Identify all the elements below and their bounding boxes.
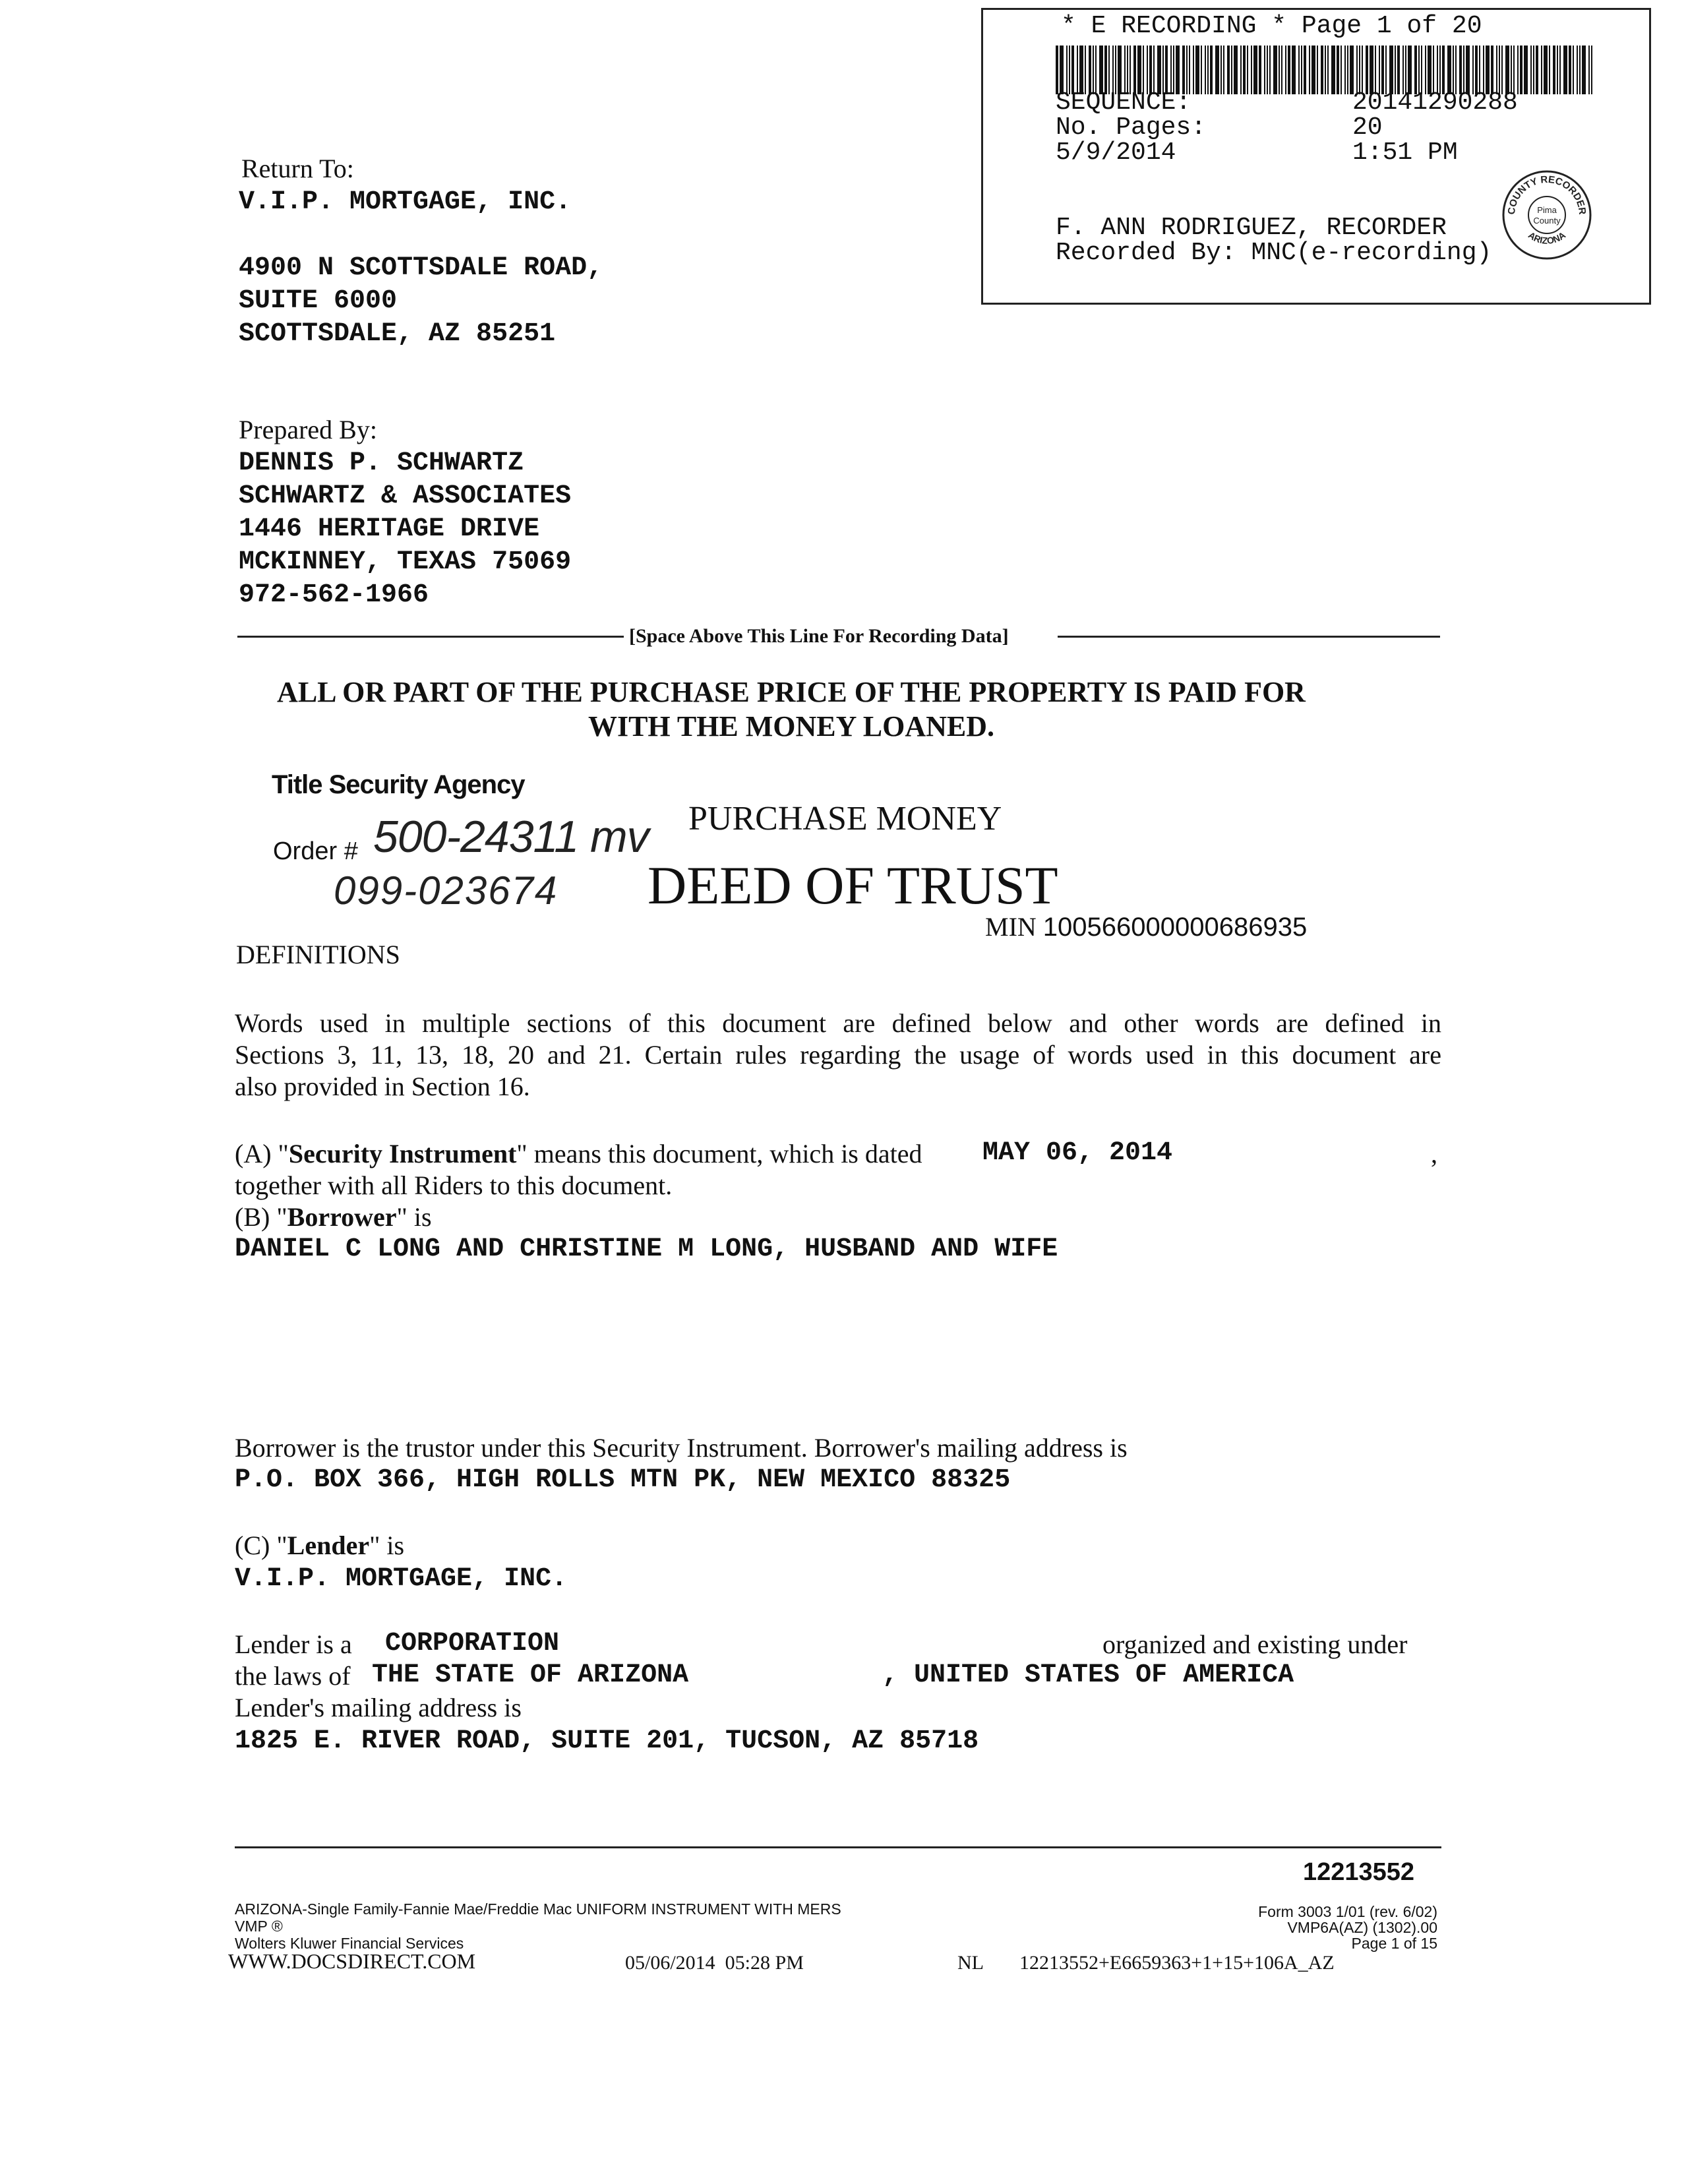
barcode-bar bbox=[1421, 46, 1422, 94]
barcode-bar bbox=[1147, 46, 1148, 94]
barcode-bar bbox=[1182, 46, 1185, 94]
barcode-bar bbox=[1104, 46, 1107, 94]
barcode-bar bbox=[1069, 46, 1070, 94]
barcode-bar bbox=[1186, 46, 1188, 94]
barcode-bar bbox=[1491, 46, 1493, 94]
barcode-bar bbox=[1582, 46, 1586, 94]
barcode-bar bbox=[1439, 46, 1441, 94]
seal-state-text: ARIZONA bbox=[1526, 229, 1568, 246]
website: WWW.DOCSDIRECT.COM bbox=[228, 1949, 476, 1973]
barcode-bar bbox=[1108, 46, 1110, 94]
prepared-by-line-3: 1446 HERITAGE DRIVE bbox=[239, 514, 540, 544]
barcode-bar bbox=[1573, 46, 1574, 94]
barcode-bar bbox=[1536, 46, 1538, 94]
barcode-bar bbox=[1221, 46, 1222, 94]
barcode-bar bbox=[1505, 46, 1509, 94]
barcode-bar bbox=[1251, 46, 1252, 94]
barcode-bar bbox=[1227, 46, 1230, 94]
barcode-bar bbox=[1553, 46, 1555, 94]
barcode-bar bbox=[1273, 46, 1277, 94]
barcode-bar bbox=[1437, 46, 1438, 94]
barcode-bar bbox=[1524, 46, 1528, 94]
laws-of-label: the laws of bbox=[235, 1661, 351, 1691]
return-to-line-2: 4900 N SCOTTSDALE ROAD, bbox=[239, 253, 603, 283]
publisher: Wolters Kluwer Financial Services bbox=[235, 1935, 464, 1952]
barcode-bar bbox=[1557, 46, 1558, 94]
loan-number: 12213552 bbox=[1303, 1858, 1415, 1886]
barcode-bar bbox=[1459, 46, 1462, 94]
barcode-bar bbox=[1579, 46, 1581, 94]
barcode-bar bbox=[1362, 46, 1363, 94]
barcode-bar bbox=[1195, 46, 1199, 94]
definition-a: (A) "Security Instrument" means this document, which is dated bbox=[235, 1139, 922, 1168]
barcode-bar bbox=[1337, 46, 1339, 94]
recording-date: 5/9/2014 bbox=[1056, 138, 1176, 167]
barcode-bar bbox=[1501, 46, 1503, 94]
definition-a-line-2: together with all Riders to this document. bbox=[235, 1170, 673, 1200]
barcode-bar bbox=[1433, 46, 1434, 94]
barcode-bar bbox=[1591, 46, 1592, 94]
barcode-bar bbox=[1385, 46, 1387, 94]
definition-b: (B) "Borrower" is bbox=[235, 1202, 432, 1232]
barcode-bar bbox=[1066, 46, 1068, 94]
barcode-bar bbox=[1112, 46, 1114, 94]
barcode-bar bbox=[1095, 46, 1097, 94]
borrower-address: P.O. BOX 366, HIGH ROLLS MTN PK, NEW MEXICO 88325 bbox=[235, 1465, 1011, 1495]
barcode-bar bbox=[1099, 46, 1103, 94]
barcode-bar bbox=[1093, 46, 1094, 94]
county-recorder-seal-icon bbox=[1500, 168, 1594, 262]
barcode-bar bbox=[1530, 46, 1532, 94]
barcode-bar bbox=[1298, 46, 1300, 94]
barcode-bar bbox=[1463, 46, 1464, 94]
barcode-bar bbox=[1359, 46, 1360, 94]
lender-mailing-label: Lender's mailing address is bbox=[235, 1693, 522, 1722]
barcode-bar bbox=[1397, 46, 1400, 94]
barcode-bar bbox=[1466, 46, 1470, 94]
preparer-initials: NL bbox=[957, 1952, 984, 1974]
form-title: ARIZONA-Single Family-Fannie Mae/Freddie Mac UNIFORM INSTRUMENT WITH MERS bbox=[235, 1900, 841, 1918]
barcode-bar bbox=[1483, 46, 1484, 94]
order-label: Order # bbox=[273, 837, 358, 865]
definitions-heading: DEFINITIONS bbox=[236, 940, 400, 969]
barcode-bar bbox=[1408, 46, 1412, 94]
barcode-bar bbox=[1563, 46, 1567, 94]
barcode-bar bbox=[1341, 46, 1342, 94]
barcode-bar bbox=[1499, 46, 1500, 94]
lender-name: V.I.P. MORTGAGE, INC. bbox=[235, 1564, 568, 1594]
title-deed-of-trust: DEED OF TRUST bbox=[648, 855, 1058, 915]
barcode-bar bbox=[1479, 46, 1480, 94]
barcode-bar bbox=[1124, 46, 1126, 94]
prepared-by-phone: 972-562-1966 bbox=[239, 580, 429, 610]
vmp-mark: VMP ® bbox=[235, 1918, 283, 1935]
barcode-bar bbox=[1170, 46, 1172, 94]
svg-text:ARIZONA bbox=[1526, 229, 1567, 246]
prepared-by-label: Prepared By: bbox=[239, 415, 377, 444]
purchase-notice-line-1: ALL OR PART OF THE PURCHASE PRICE OF THE PROPERTY IS PAID FOR bbox=[277, 676, 1306, 708]
barcode-bar bbox=[1089, 46, 1091, 94]
barcode-bar bbox=[1455, 46, 1457, 94]
barcode-bar bbox=[1418, 46, 1420, 94]
barcode-bar bbox=[1115, 46, 1116, 94]
barcode-bar bbox=[1173, 46, 1174, 94]
organized-existing-label: organized and existing under bbox=[1102, 1629, 1408, 1659]
barcode-bar bbox=[1231, 46, 1232, 94]
barcode-bar bbox=[1395, 46, 1396, 94]
barcode-bar bbox=[1279, 46, 1280, 94]
file-number-handwritten: 099-023674 bbox=[334, 868, 558, 913]
barcode-bar bbox=[1379, 46, 1380, 94]
barcode-bar bbox=[1414, 46, 1417, 94]
barcode-bar bbox=[1366, 46, 1368, 94]
barcode-bar bbox=[1157, 46, 1161, 94]
min-value: 100566000000686935 bbox=[1042, 913, 1308, 942]
barcode-bar bbox=[1442, 46, 1445, 94]
barcode-bar bbox=[1130, 46, 1131, 94]
barcode-bar bbox=[1517, 46, 1519, 94]
borrower-names: DANIEL C LONG AND CHRISTINE M LONG, HUSBAND AND WIFE bbox=[235, 1234, 1058, 1264]
barcode-bar bbox=[1301, 46, 1302, 94]
definitions-intro-line-1: Words used in multiple sections of this document are defined below and other words are defined in bbox=[235, 1008, 1441, 1038]
barcode-bar bbox=[1520, 46, 1522, 94]
lender-country: , UNITED STATES OF AMERICA bbox=[882, 1660, 1294, 1690]
definitions-intro-line-3: also provided in Section 16. bbox=[235, 1072, 530, 1101]
definitions-intro-line-2: Sections 3, 11, 13, 18, 20 and 21. Certain rules regarding the usage of words used in this document are bbox=[235, 1040, 1441, 1070]
barcode-bar bbox=[1533, 46, 1534, 94]
prepared-by-line-1: DENNIS P. SCHWARTZ bbox=[239, 448, 524, 478]
barcode-bar bbox=[1375, 46, 1376, 94]
barcode-bar bbox=[1588, 46, 1590, 94]
barcode-bar bbox=[1347, 46, 1348, 94]
barcode-bar bbox=[1259, 46, 1261, 94]
barcode-bar bbox=[1071, 46, 1074, 94]
barcode-bar bbox=[1370, 46, 1373, 94]
recording-time: 1:51 PM bbox=[1352, 138, 1458, 167]
barcode-bar bbox=[1143, 46, 1144, 94]
term-security-instrument: Security Instrument bbox=[288, 1139, 517, 1168]
barcode-bar bbox=[1210, 46, 1213, 94]
barcode-bar bbox=[1264, 46, 1265, 94]
borrower-mailing-label: Borrower is the trustor under this Security Instrument. Borrower's mailing address is bbox=[235, 1433, 1128, 1463]
definition-c: (C) "Lender" is bbox=[235, 1531, 405, 1560]
return-to-line-1: V.I.P. MORTGAGE, INC. bbox=[239, 187, 572, 217]
barcode-bar bbox=[1193, 46, 1194, 94]
barcode-bar bbox=[1453, 46, 1454, 94]
recorded-by: Recorded By: MNC(e-recording) bbox=[1056, 239, 1492, 267]
barcode-bar bbox=[1447, 46, 1451, 94]
barcode-bar bbox=[1475, 46, 1478, 94]
barcode-bar bbox=[1162, 46, 1164, 94]
barcode-bar bbox=[1269, 46, 1271, 94]
seal-center-top: Pima bbox=[1537, 205, 1557, 215]
barcode-bar bbox=[1513, 46, 1515, 94]
barcode-bar bbox=[1317, 46, 1318, 94]
min-label: MIN bbox=[985, 912, 1037, 942]
prepared-by-line-4: MCKINNEY, TEXAS 75069 bbox=[239, 547, 572, 577]
recording-divider-left bbox=[237, 636, 624, 638]
min-number bbox=[985, 911, 1307, 942]
barcode-bar bbox=[1304, 46, 1306, 94]
barcode-bar bbox=[1253, 46, 1257, 94]
barcode-bar bbox=[1153, 46, 1155, 94]
barcode-bar bbox=[1496, 46, 1497, 94]
barcode-bar bbox=[1137, 46, 1141, 94]
barcode-bar bbox=[1267, 46, 1268, 94]
seal-center-bottom: County bbox=[1533, 216, 1561, 226]
barcode-bar bbox=[1327, 46, 1329, 94]
barcode-bar bbox=[1133, 46, 1136, 94]
barcode bbox=[1056, 46, 1596, 94]
barcode-bar bbox=[1118, 46, 1122, 94]
recorder-name: F. ANN RODRIGUEZ, RECORDER bbox=[1056, 214, 1447, 242]
barcode-bar bbox=[1472, 46, 1474, 94]
barcode-bar bbox=[1240, 46, 1242, 94]
barcode-bar bbox=[1311, 46, 1315, 94]
barcode-bar bbox=[1486, 46, 1490, 94]
barcode-bar bbox=[1559, 46, 1561, 94]
security-instrument-date: MAY 06, 2014 bbox=[982, 1138, 1173, 1168]
barcode-bar bbox=[1425, 46, 1426, 94]
order-number-handwritten: 500-24311 mv bbox=[373, 812, 649, 862]
page-number: Page 1 of 15 bbox=[1351, 1935, 1437, 1952]
barcode-bar bbox=[1577, 46, 1578, 94]
barcode-bar bbox=[1085, 46, 1086, 94]
barcode-bar bbox=[1060, 46, 1064, 94]
barcode-bar bbox=[1243, 46, 1246, 94]
barcode-bar bbox=[1405, 46, 1406, 94]
barcode-bar bbox=[1511, 46, 1512, 94]
pages-label: No. Pages: bbox=[1056, 113, 1207, 142]
barcode-bar bbox=[1344, 46, 1346, 94]
barcode-bar bbox=[1127, 46, 1128, 94]
return-to-line-3: SUITE 6000 bbox=[239, 286, 398, 316]
footer-timestamp: 05/06/2014 05:28 PM bbox=[625, 1952, 804, 1974]
title-agency-name: Title Security Agency bbox=[272, 770, 525, 799]
lender-address: 1825 E. RIVER ROAD, SUITE 201, TUCSON, AZ 85718 bbox=[235, 1726, 979, 1756]
barcode-bar bbox=[1215, 46, 1219, 94]
sequence-label: SEQUENCE: bbox=[1056, 88, 1191, 117]
barcode-bar bbox=[1056, 46, 1058, 94]
barcode-bar bbox=[1165, 46, 1168, 94]
barcode-bar bbox=[1234, 46, 1238, 94]
date-trailing-comma: , bbox=[1431, 1139, 1437, 1168]
barcode-bar bbox=[1247, 46, 1248, 94]
term-borrower: Borrower bbox=[287, 1202, 397, 1232]
sequence-value: 20141290288 bbox=[1352, 88, 1518, 117]
document-code: 12213552+E6659363+1+15+106A_AZ bbox=[1019, 1952, 1335, 1974]
barcode-bar bbox=[1428, 46, 1432, 94]
barcode-bar bbox=[1189, 46, 1190, 94]
seal-ring-text: COUNTY RECORDER bbox=[1505, 173, 1588, 216]
barcode-bar bbox=[1356, 46, 1358, 94]
barcode-bar bbox=[1321, 46, 1323, 94]
term-lender: Lender bbox=[287, 1531, 370, 1560]
barcode-bar bbox=[1544, 46, 1548, 94]
barcode-bar bbox=[1077, 46, 1078, 94]
barcode-bar bbox=[1079, 46, 1083, 94]
space-above-note: [Space Above This Line For Recording Data] bbox=[629, 625, 1009, 647]
barcode-bar bbox=[1223, 46, 1224, 94]
barcode-bar bbox=[1292, 46, 1296, 94]
barcode-bar bbox=[1350, 46, 1354, 94]
recording-divider-right bbox=[1058, 636, 1440, 638]
barcode-bar bbox=[1176, 46, 1180, 94]
barcode-bar bbox=[1331, 46, 1335, 94]
barcode-bar bbox=[1389, 46, 1393, 94]
lender-entity-type: CORPORATION bbox=[385, 1629, 560, 1658]
recording-stamp bbox=[981, 8, 1651, 305]
barcode-bar bbox=[1207, 46, 1209, 94]
barcode-bar bbox=[1541, 46, 1542, 94]
barcode-bar bbox=[1201, 46, 1202, 94]
barcode-bar bbox=[1569, 46, 1571, 94]
title-purchase-money: PURCHASE MONEY bbox=[688, 800, 1002, 837]
barcode-bar bbox=[1549, 46, 1550, 94]
prepared-by-line-2: SCHWARTZ & ASSOCIATES bbox=[239, 481, 572, 511]
barcode-bar bbox=[1288, 46, 1290, 94]
footer-rule bbox=[235, 1846, 1441, 1848]
form-number: Form 3003 1/01 (rev. 6/02) bbox=[1258, 1903, 1437, 1920]
pages-value: 20 bbox=[1352, 113, 1383, 142]
return-to-label: Return To: bbox=[241, 154, 354, 183]
barcode-bar bbox=[1309, 46, 1310, 94]
vmp-code: VMP6A(AZ) (1302).00 bbox=[1287, 1919, 1437, 1936]
barcode-bar bbox=[1381, 46, 1384, 94]
recording-header: * E RECORDING * Page 1 of 20 bbox=[1061, 12, 1482, 40]
purchase-notice-line-2: WITH THE MONEY LOANED. bbox=[588, 710, 995, 743]
lender-is-a-label: Lender is a bbox=[235, 1629, 352, 1659]
barcode-bar bbox=[1325, 46, 1326, 94]
barcode-bar bbox=[1149, 46, 1152, 94]
return-to-line-4: SCOTTSDALE, AZ 85251 bbox=[239, 319, 556, 349]
barcode-bar bbox=[1281, 46, 1282, 94]
barcode-bar bbox=[1285, 46, 1286, 94]
barcode-bar bbox=[1205, 46, 1206, 94]
lender-state: THE STATE OF ARIZONA bbox=[372, 1660, 689, 1690]
barcode-bar bbox=[1402, 46, 1404, 94]
